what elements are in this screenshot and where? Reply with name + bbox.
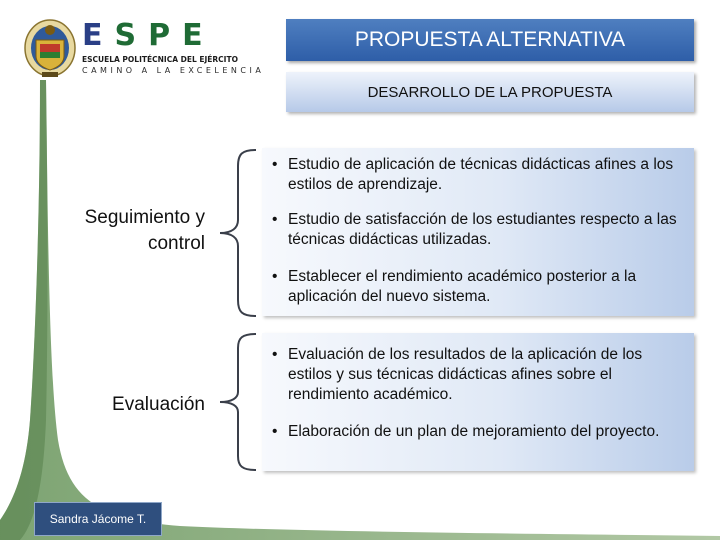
list-item	[272, 422, 686, 442]
section-panel-seguimiento	[262, 148, 694, 316]
left-brace-icon	[218, 332, 258, 472]
section-panel-evaluacion	[262, 333, 694, 471]
brand-letters	[82, 18, 264, 54]
list-item	[272, 267, 686, 307]
brand-letter: P	[148, 18, 183, 53]
list-item-text: Establecer el rendimiento académico posterior a la aplicación del nuevo sistema.	[288, 268, 637, 305]
university-seal-icon	[22, 18, 78, 80]
slide-subtitle: DESARROLLO DE LA PROPUESTA	[286, 72, 694, 112]
list-item-text: Evaluación de los resultados de la aplicación de los estilos y sus técnicas didácticas afines sobre el rendimiento académico.	[288, 346, 643, 403]
list-item	[272, 155, 686, 195]
bullet-icon: •	[272, 423, 278, 440]
list-item-text: Estudio de satisfacción de los estudiantes respecto a las técnicas didácticas utilizadas.	[288, 211, 677, 248]
author-label: Sandra Jácome T.	[34, 502, 162, 536]
bullet-icon: •	[272, 346, 278, 363]
school-name: ESCUELA POLITÉCNICA DEL EJÉRCITO	[82, 55, 238, 64]
bullet-icon: •	[272, 211, 278, 228]
list-item-text: Estudio de aplicación de técnicas didácticas afines a los estilos de aprendizaje.	[288, 156, 674, 193]
section-label-evaluacion: Evaluación	[112, 394, 205, 415]
section-label-seguimiento: Seguimiento y control	[84, 207, 205, 254]
bullet-icon: •	[272, 268, 278, 285]
slide-title: PROPUESTA ALTERNATIVA	[286, 19, 694, 61]
bullet-icon: •	[272, 156, 278, 173]
brand-letter: E	[182, 18, 215, 53]
espe-logo	[22, 18, 265, 82]
left-brace-icon	[218, 148, 258, 318]
list-item	[272, 345, 686, 405]
brand-letter: E	[82, 18, 115, 53]
brand-block	[82, 18, 264, 76]
list-item	[272, 210, 686, 250]
school-motto: CAMINO A LA EXCELENCIA	[82, 66, 265, 75]
brand-letter: S	[114, 18, 149, 53]
list-item-text: Elaboración de un plan de mejoramiento del proyecto.	[288, 423, 660, 440]
